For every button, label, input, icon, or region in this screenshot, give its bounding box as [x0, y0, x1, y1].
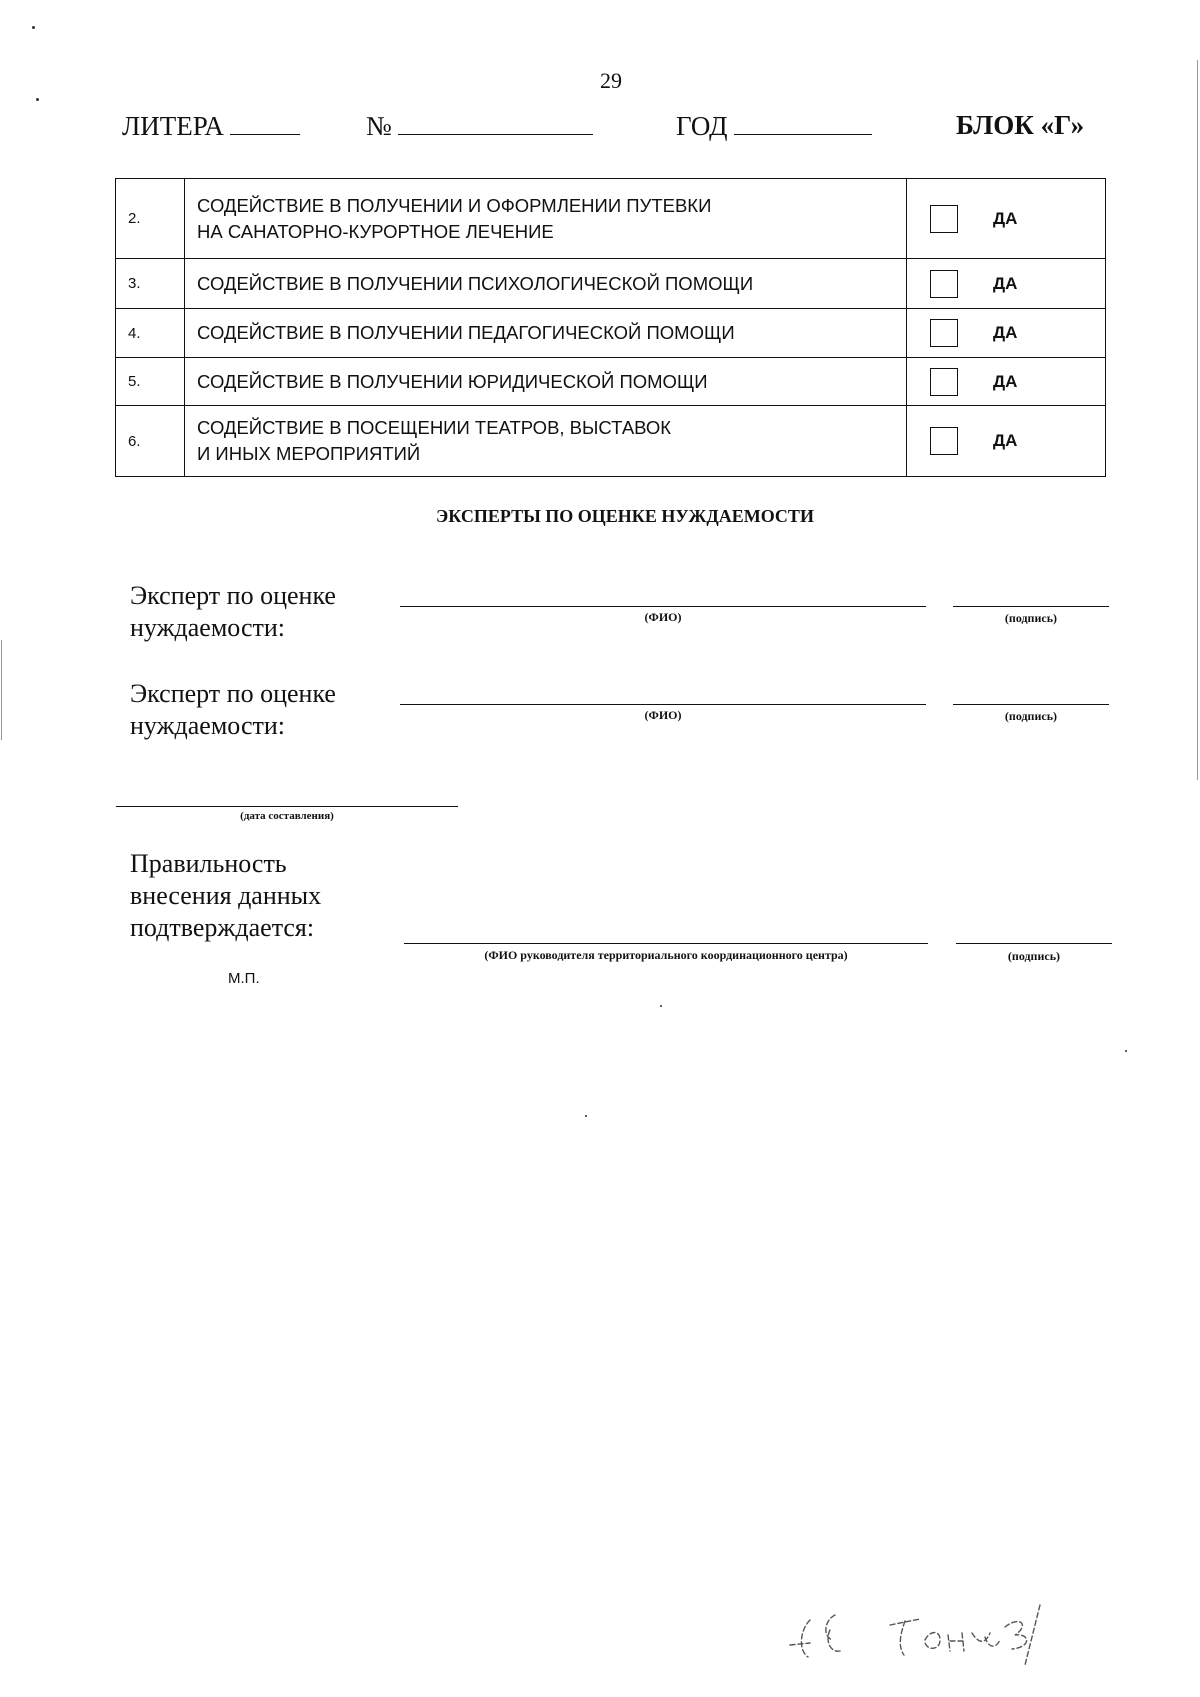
service-text-line: НА САНАТОРНО-КУРОРТНОЕ ЛЕЧЕНИЕ [197, 220, 554, 242]
confirmation-label [130, 848, 321, 944]
confirmation-label-line: Правильность [130, 849, 287, 878]
checkbox[interactable] [930, 319, 958, 347]
row-number: 6. [116, 406, 185, 477]
signature-line[interactable] [953, 704, 1109, 705]
table-row [116, 259, 1106, 309]
row-number: 3. [116, 259, 185, 309]
service-description [185, 309, 907, 358]
service-text-line: И ИНЫХ МЕРОПРИЯТИЙ [197, 443, 421, 464]
expert-label-line: нуждаемости: [130, 711, 285, 740]
head-fio-caption: (ФИО руководителя территориального координационного центра) [484, 948, 848, 962]
services-table [115, 178, 1106, 477]
page-number: 29 [600, 68, 622, 93]
table-row [116, 179, 1106, 259]
scan-edge-line [1, 640, 2, 740]
fio-line[interactable] [400, 704, 926, 705]
block-label: БЛОК «Г» [956, 110, 1085, 140]
checkbox[interactable] [930, 205, 958, 233]
year-label: ГОД [676, 111, 728, 141]
row-number: 5. [116, 358, 185, 406]
option-label: ДА [993, 431, 1018, 450]
checkbox[interactable] [930, 270, 958, 298]
expert-label-line: нуждаемости: [130, 613, 285, 642]
service-text-line: СОДЕЙСТВИЕ В ПОЛУЧЕНИИ ПЕДАГОГИЧЕСКОЙ ПОМОЩИ [197, 322, 735, 343]
year-field [676, 110, 872, 142]
option-cell [907, 406, 1106, 477]
litera-label: ЛИТЕРА [122, 111, 224, 141]
fio-line[interactable] [400, 606, 926, 607]
expert-label [130, 678, 336, 742]
signature-caption: (подпись) [1004, 709, 1058, 723]
date-caption: (дата составления) [240, 810, 334, 822]
confirmation-label-line: подтверждается: [130, 913, 315, 942]
row-number: 2. [116, 179, 185, 259]
option-cell [907, 358, 1106, 406]
service-description [185, 358, 907, 406]
head-signature-caption: (подпись) [1007, 949, 1061, 963]
option-label: ДА [993, 371, 1018, 391]
option-cell [907, 309, 1106, 358]
row-number: 4. [116, 309, 185, 358]
service-text-line: СОДЕЙСТВИЕ В ПОСЕЩЕНИИ ТЕАТРОВ, ВЫСТАВОК [197, 417, 672, 438]
number-blank [398, 110, 593, 135]
litera-blank [230, 110, 300, 135]
fio-caption: (ФИО) [644, 610, 682, 624]
checkbox[interactable] [930, 368, 958, 396]
fio-caption: (ФИО) [644, 708, 682, 722]
option-label: ДА [993, 273, 1018, 293]
service-text-line: СОДЕЙСТВИЕ В ПОЛУЧЕНИИ ПСИХОЛОГИЧЕСКОЙ ПОМОЩИ [197, 272, 754, 294]
scan-speck [660, 1005, 662, 1007]
service-description [185, 179, 907, 259]
expert-label [130, 580, 336, 644]
service-description [185, 259, 907, 309]
signature-line[interactable] [953, 606, 1109, 607]
table-row [116, 358, 1106, 406]
stamp-label: М.П. [228, 970, 260, 987]
scan-edge-line [1197, 60, 1198, 780]
signature-caption: (подпись) [1004, 611, 1058, 625]
number-label: № [366, 111, 392, 141]
service-text-line: СОДЕЙСТВИЕ В ПОЛУЧЕНИИ И ОФОРМЛЕНИИ ПУТЕВКИ [197, 194, 712, 216]
head-signature-line[interactable] [956, 943, 1112, 944]
checkbox[interactable] [930, 427, 958, 455]
section-title: ЭКСПЕРТЫ ПО ОЦЕНКЕ НУЖДАЕМОСТИ [436, 506, 814, 526]
option-cell [907, 259, 1106, 309]
confirmation-label-line: внесения данных [130, 881, 322, 910]
date-line[interactable] [116, 806, 458, 807]
scan-speck [585, 1115, 587, 1117]
expert-label-line: Эксперт по оценке [130, 581, 336, 610]
service-description [185, 406, 907, 477]
option-label: ДА [993, 323, 1018, 342]
table-row [116, 406, 1106, 477]
option-label: ДА [993, 208, 1018, 228]
litera-field [122, 110, 300, 142]
handwritten-signature [780, 1585, 1080, 1675]
number-field [366, 110, 593, 142]
head-fio-line[interactable] [404, 943, 928, 944]
option-cell [907, 179, 1106, 259]
scan-speck [1125, 1050, 1127, 1052]
scan-speck [32, 26, 35, 29]
expert-label-line: Эксперт по оценке [130, 679, 336, 708]
scan-speck [36, 98, 39, 101]
service-text-line: СОДЕЙСТВИЕ В ПОЛУЧЕНИИ ЮРИДИЧЕСКОЙ ПОМОЩИ [197, 370, 708, 392]
year-blank [734, 110, 872, 135]
table-row [116, 309, 1106, 358]
